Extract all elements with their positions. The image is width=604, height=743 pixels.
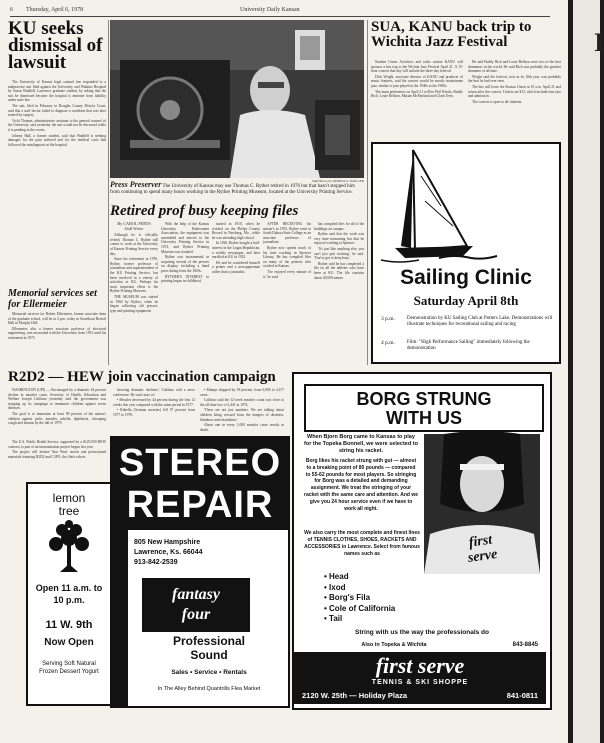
sua-paragraph: He said Buddy Rich and Louie Bellson were two of the best drummers in the world. He said Rich was probably the greatest drummer of all time. — [468, 60, 561, 74]
sailing-text-2: Film: "High Performance Sailing" immediately following the demonstration — [407, 340, 530, 351]
sua-paragraph: The bus will leave the Kansas Union at 10 a.m. April 21 and return after the concert. Tickets are $12, which includes bus fare and admission. — [468, 84, 561, 99]
lemon-tree-status: Now Open — [44, 637, 94, 648]
r2d2-col-3 — [113, 388, 195, 438]
ku-paragraph: The University of Kansas legal counsel has responded to a malpractice suit filed against the University and Watkins Hospital by Susan Waddell, Lawrence graduate student, by asking that the suit be dismissed because the hospital is immune from liability under state law. — [8, 80, 106, 103]
retired-col-4 — [263, 222, 311, 362]
fantasy-four-word-1: fantasy — [172, 586, 220, 603]
memorial-headline-box — [8, 288, 106, 312]
brand-item: • Head — [324, 572, 349, 581]
retired-paragraph: THE MUSEUM was started in 1960 by Ryther, when he began collecting old presses, type and printing equipment. — [110, 294, 158, 313]
borg-headline-1: BORG STRUNG — [356, 389, 492, 409]
lemon-tree-address: 11 W. 9th — [45, 619, 93, 631]
ku-paragraph: Vicki Thomas, administrative assistant to the general counsel of the University, said yesterday the suit would not be discussed while it is pending in the courts. — [8, 118, 106, 132]
sua-col-2 — [468, 60, 561, 140]
stereo-sound-1: Professional — [172, 634, 246, 648]
first-serve-sub: TENNIS & SKI SHOPPE — [371, 679, 469, 686]
fantasy-four-word-2: four — [181, 606, 211, 623]
press-photo — [110, 20, 364, 178]
first-serve-logo: first serve — [375, 653, 465, 678]
stereo-address-2: Lawrence, Ks. 66044 — [134, 549, 203, 556]
sua-paragraph: The main performers on April 21 will be Phil Woods, Buddy Rich, Louie Bellson, Marian McPartland and Clark Terry. — [371, 89, 463, 99]
stereo-sound-2: Sound — [190, 648, 228, 662]
retired-col-5 — [314, 222, 364, 362]
photo-caption — [110, 182, 364, 204]
sailing-time-2: 4 p.m. — [381, 340, 395, 346]
r2d2-paragraph: The project will feature 'Star Wars' movie and promotional materials featuring R2D2 and C3PO, the film's robots. — [8, 450, 106, 459]
r2d2-paragraph: The U.S. Public Health Service, supported by a $125,000 HEW contract, is part of an immunization project begun last year. — [8, 440, 106, 449]
memorial-headline: Memorial services set for Ellermeier — [8, 288, 97, 310]
sua-headline-box — [371, 20, 561, 58]
retired-paragraph: In 1926, Ryther bought a half-interest in the Logan Republican, a weekly newspaper, and later enrolled at KU in 1932. — [212, 241, 260, 260]
sailing-title: Sailing Clinic — [400, 266, 532, 289]
borg-ad — [292, 372, 552, 710]
r2d2-paragraph: WASHINGTON (UPI) — Encouraged by a dramatic 44 percent decline in measles cases, Secretary of Health, Education and Welfare Joseph Califano yesterday said the government was stepping up its campaign to immunize children against seven diseases. — [8, 388, 106, 411]
borg-photo — [424, 434, 540, 574]
borg-headline-box — [304, 384, 544, 432]
memorial-paragraph: Ellermeier, also a former associate professor of electrical engineering, was associated with the University from 1951 until his retirement in 1975. — [8, 326, 106, 340]
stereo-side-band — [112, 530, 128, 706]
folio-line — [10, 6, 550, 17]
folio-paper-name: University Daily Kansan — [240, 7, 300, 13]
photo-credit: Staff Photo by DONNA S. WALLER — [311, 179, 364, 183]
sua-paragraph: The concert is open to all students. — [472, 99, 523, 104]
retired-paragraph: Since his retirement in 1976, Ryther, former professor of journalism and superintendent of the KU Printing Service, has been involved in a variety of activities at KU. Perhaps his most important effort is the Ryther Printing Museum. — [110, 257, 158, 294]
column-rule — [108, 20, 109, 365]
retired-headline: Retired prof busy keeping files — [110, 203, 299, 219]
r2d2-paragraph: 'These are not just numbers. We are talking about children being rescued from the dangers of deafness, blindness and retardation.' — [200, 408, 284, 422]
shirt-word-2: serve — [466, 546, 499, 566]
ku-paragraph: The suit, filed in February in Douglas County District Court, said that a staff doctor failed to diagnose a condition that was later treated by surgery. — [8, 103, 106, 118]
brand-item: • Cole of California — [324, 603, 396, 613]
retired-paragraph: 'I've enjoyed every minute of it,' he said. — [263, 269, 311, 279]
ku-paragraph: Johnny Hall, a former student, said that Waddell is seeking damages for the pain suffered and for the medical costs that followed the misdiagnosis at the hospital. — [8, 133, 106, 147]
lemon-tree-name-1: lemon — [52, 491, 86, 505]
stereo-title-1: STEREO — [118, 442, 282, 484]
borg-stock-intro: We also carry the most complete and finest lines of TENNIS CLOTHES, SHOES, RACKETS AND ACCESSORIES in Lawrence. Select from famous names such as — [304, 530, 420, 557]
retired-byline: By CAROL FERTS — [117, 221, 151, 226]
sua-paragraph: Dick Wright, associate director of KANU and producer of music features, said the concert would be mostly mainstream jazz, similar to jazz played in the 1940s to the 1960s. — [371, 74, 463, 88]
sua-headline: SUA, KANU back trip to Wichita Jazz Festival — [371, 19, 532, 50]
retired-paragraph: Ryther was instrumental in acquiring several of the presses on display, including a hand press dating from the 1820s. — [161, 255, 209, 273]
borg-headline-2: WITH US — [386, 408, 462, 428]
fantasy-four-logo — [142, 578, 250, 632]
retired-paragraph: RYTHER'S INTEREST in printing began in childhood. — [161, 274, 209, 284]
tree-logo-icon — [42, 520, 96, 574]
memorial-body — [8, 312, 106, 362]
stereo-phone: 913-842-2539 — [134, 559, 178, 566]
sailing-date: Saturday April 8th — [413, 293, 519, 308]
lemon-tree-menu: Serving Soft Natural Frozen Dessert Yogurt — [39, 661, 99, 675]
r2d2-headline-box — [8, 370, 286, 388]
r2d2-col-2 — [8, 440, 106, 480]
ku-story-headline-box — [8, 20, 106, 80]
retired-paragraph: AFTER RECEIVING his master's in 1955, Ryther went to South Dakota State College as an associate professor of journalism. — [263, 222, 312, 245]
stereo-services: Sales • Service • Rentals — [171, 669, 247, 676]
r2d2-col-4 — [200, 388, 284, 438]
page-number: 6 — [10, 7, 13, 13]
memorial-paragraph: Memorial services for Robert Ellermeier, former associate dean of the graduate school, will be at 4 p.m. today in Swarthout Recital Hall in Murphy Hall. — [8, 312, 106, 326]
brand-item: • Tail — [324, 614, 343, 623]
sailing-time-1: 3 p.m. — [381, 316, 395, 322]
shirt-word-1: first — [467, 532, 494, 551]
r2d2-paragraph: The goal is to immunize at least 90 percent of the nation's children against polio, measles, rubella, diphtheria, whooping cough and tetanus by the fall of 1979. — [8, 411, 106, 426]
sailing-clinic-ad — [371, 142, 561, 364]
sailing-text-1: Demonstration by KU Sailing Club at Potters Lake. Demonstrations will illustrate techniques for recreational sailing and racing — [407, 316, 553, 327]
brand-item: • Ixod — [324, 582, 346, 592]
retired-paragraph: He said he considered himself a printer and a newspaperman rather than a journalist. — [212, 260, 260, 274]
retired-headline-box — [110, 204, 364, 220]
r2d2-paragraph: showing dramatic declines,' Califano told a news conference. He said cases of: — [113, 388, 195, 397]
sua-paragraph: Student Union Activities and radio station KANU will sponsor a bus trip to the Wichita Jazz Festival April 21. A 15-hour concert that day will include the three-day festival. — [371, 60, 463, 74]
r2d2-paragraph: • Measles decreased by 44 percent during the first 12 weeks this year compared with the same period in 1977. — [113, 398, 195, 407]
printing-press-illustration — [110, 20, 364, 178]
retired-paragraph: With the help of the Kansas University Endowment Association, the equipment was assembled and moved to the University Printing Service in 1972, and Ryther Printing Museum was founded. — [161, 222, 209, 254]
adjacent-page-letter: I — [594, 28, 604, 57]
stereo-title-band — [112, 438, 288, 530]
borg-phone-1: 843-8845 — [512, 642, 538, 648]
retired-paragraph: has compiled files for all of the buildings on campus. — [314, 222, 364, 231]
borg-also-location: Also in Topeka & Wichita — [361, 642, 427, 648]
caption-text: The University of Kansas may use Thomas C. Ryther retired in 1976 but that hasn't stopped him from continuing to spend many hours working in the Ryther Printing Museum, located at the University Printing Service. — [110, 184, 355, 195]
page-gutter — [570, 0, 573, 743]
sua-paragraph: Wright said the festival, now in its 10th year, was probably the best he had ever seen. — [468, 74, 561, 84]
retired-paragraph: Although he is officially retired, Thomas C. Ryther still comes to work at the University of Kansas Printing Service every day. — [110, 233, 158, 256]
first-serve-address: 2120 W. 25th — Holiday Plaza — [302, 691, 408, 700]
stereo-location: In The Alley Behind Quantrills Flea Market — [157, 686, 261, 692]
stereo-address-1: 805 New Hampshire — [134, 539, 201, 546]
first-serve-phone: 841-0811 — [506, 691, 538, 700]
retired-col-2 — [161, 222, 209, 362]
stereo-repair-ad — [110, 436, 290, 708]
borg-intro: When Bjorn Borg came to Kansas to play for the Topeka Bonnell, we were selected to string his racket. — [304, 434, 418, 454]
borg-tagline: String with us the way the professionals do — [355, 629, 489, 636]
lemon-tree-name-2: tree — [58, 504, 80, 518]
lemon-tree-ad — [26, 482, 112, 706]
sailboat-icon — [379, 146, 509, 266]
brand-item: • Borg's Fila — [324, 593, 371, 602]
adjacent-page-edge — [570, 0, 604, 743]
folio-date: Thursday, April 6, 1978 — [26, 7, 84, 13]
first-serve-banner — [294, 652, 546, 704]
stereo-title-2: REPAIR — [126, 484, 274, 526]
r2d2-headline: R2D2 — HEW join vaccination campaign — [8, 369, 276, 385]
borg-brand-list — [324, 572, 524, 626]
retired-paragraph: Ryther now spends much of his time working in Spencer Library. He has compiled files on many of the printers who worked in Kansas. — [263, 245, 311, 269]
ku-story-headline: KU seeks dismissal of lawsuit — [8, 18, 103, 73]
ku-story-body — [8, 80, 106, 270]
borg-body: Borg likes his racket strung with gut — almost to a breaking point of 80 pounds — compared to 55-62 pounds for most players. So stringing for Borg was a detailed and demanding assignment. We treat the stringing of your racket with the same care and attention. And we give you 24 hour service even if we have to work all night. — [304, 458, 419, 512]
retired-paragraph: started in 1910, when he worked on the Phelps County Record in Newburg, Mo., while he was attending high school. — [212, 222, 260, 240]
retired-paragraph: Ryther said that the work was very time-consuming but that he enjoyed working at Spencer. — [314, 232, 364, 246]
column-rule — [367, 20, 368, 365]
lemon-tree-hours: Open 11 a.m. to 10 p.m. — [35, 583, 103, 605]
caption-title: Press Preserver — [110, 180, 162, 189]
retired-col-1 — [110, 222, 158, 362]
r2d2-paragraph: Califano said the 12-week measles count was close to the all-time low of 2,441 in 1974. — [200, 398, 284, 407]
retired-col-3 — [212, 222, 260, 362]
r2d2-paragraph: • Rubella (German measles) fell 57 percent from 1977 to 1978. — [113, 408, 195, 417]
r2d2-paragraph: About one in every 1,000 measles cases results in death. — [200, 423, 284, 432]
retired-staff: Staff Writer — [124, 225, 144, 231]
retired-paragraph: 'It's just like anything else, you can't just quit working,' he said. 'You've got to keep busy.' — [314, 246, 364, 261]
r2d2-paragraph: • Mumps dropped by 39 percent, from 6,800 to 4,157 cases. — [200, 388, 284, 397]
retired-paragraph: Ryther said he has completed a file on all the athletes who have been at KU. The file contains about 20,000 names. — [314, 261, 364, 280]
sua-col-1 — [371, 60, 463, 140]
